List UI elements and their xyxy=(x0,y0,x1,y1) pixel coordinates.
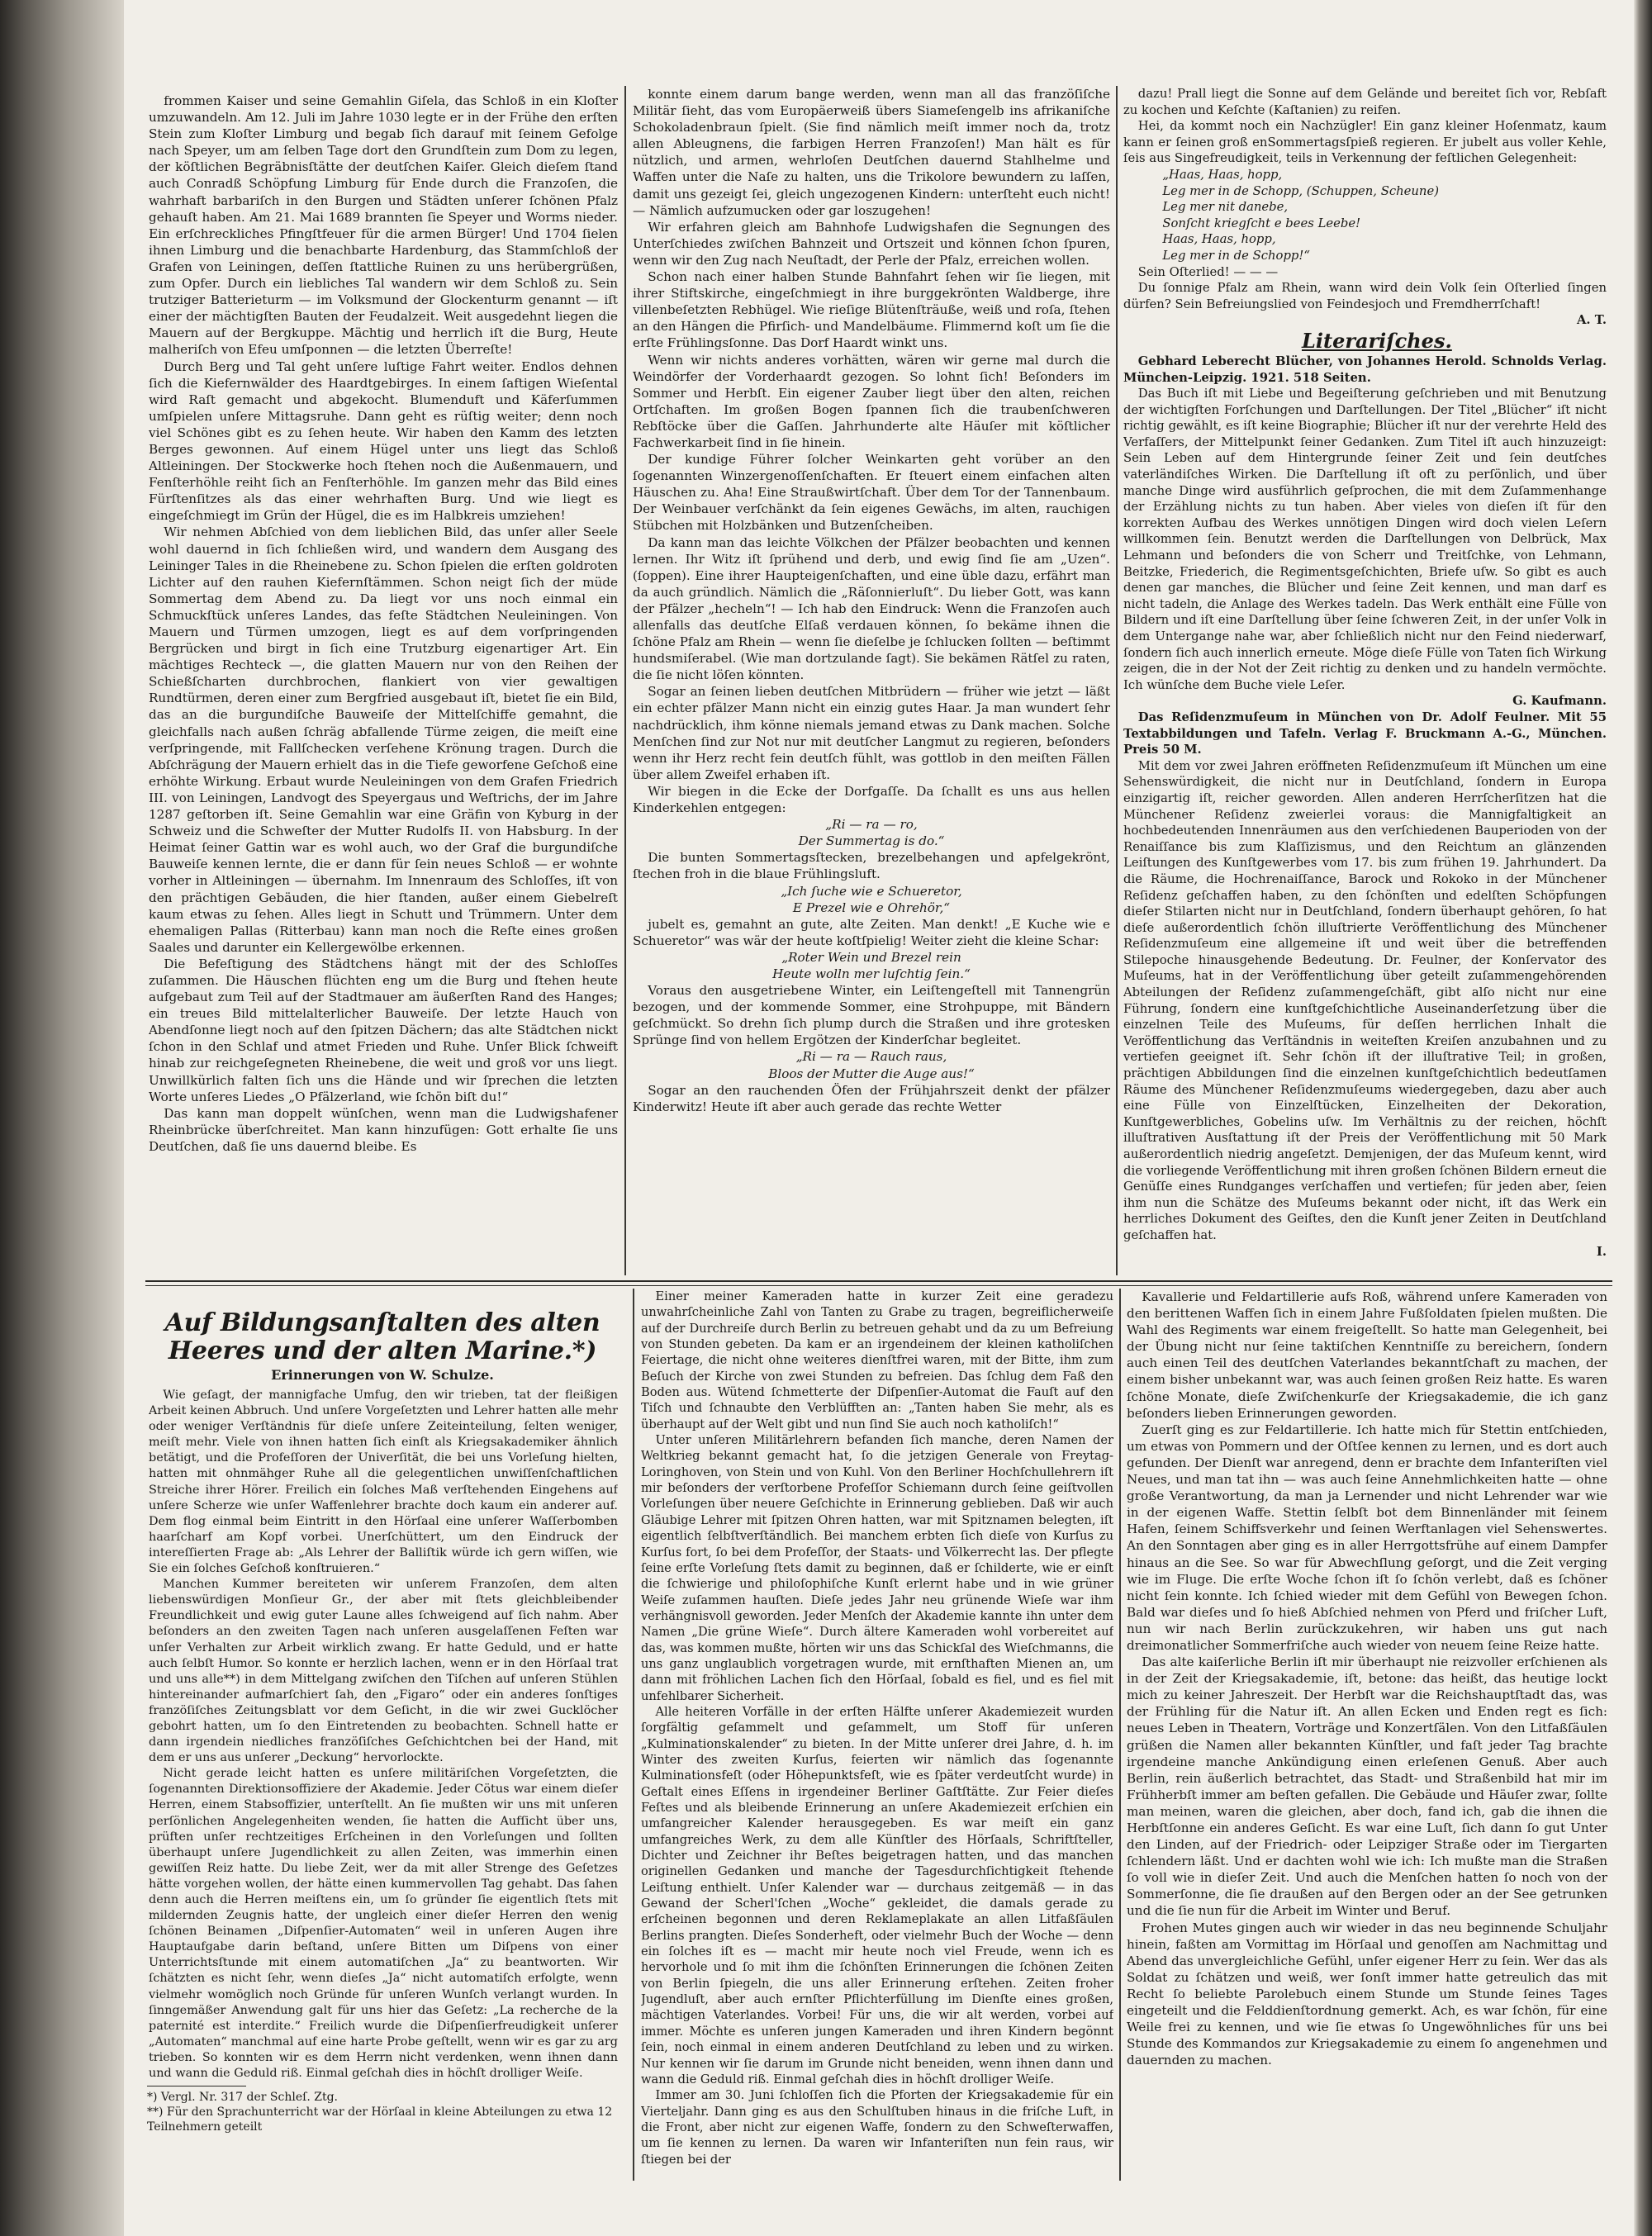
verse-line: Leg mer nit danebe, xyxy=(1162,200,1289,215)
article-title: Auf Bildungsanſtalten des alten Heeres und der alten Marine.*) xyxy=(164,1308,601,1365)
paragraph: frommen Kaiser und seine Gemahlin Giſela, das Schloß in ein Kloſter umzuwandeln. Am 12. Juli im Jahre 1030 legte er in der Frühe den erſten Stein zum Kloſter Limburg und begab ſich darauf mit ſeinem Gefolge nach Speyer, um am ſelben Tage dort den Grundſtein zum Dom zu legen, der köſtlichen Begräbnisſtätte der deutſchen Kaiſer. Gleich dieſem ſtand auch Conradß Schöpfung Limburg für Ende durch die Franzoſen, die wahrhaft barbariſch in den Burgen und Städten unſerer ſchönen Pfalz gehauſt haben. Am 21. Mai 1689 brannten ſie Speyer und Worms nieder. Ein erſchreckliches Pfingſtfeuer für die armen Bürger! Und 1704 ſielen ihnen Limburg und die benachbarte Hardenburg, das Stammſchloß der Grafen von Leiningen, deſſen ſtattliche Ruinen zu uns herübergrüßen, zum Opfer. Durch ein liebliches Tal wandern wir dem Schloß zu. Sein trutziger Batterieturm — im Volksmund der Glockenturm genannt — iſt einer der mächtigſten Bauten der Feudalzeit. Weit ausgedehnt liegen die Mauern auf der Bergkuppe. Mächtig und herrlich iſt die Burg, Heute malheriſch von Efeu umſponnen — die letzten Überreſte! xyxy=(149,93,618,358)
verse-line: Der Summertag is do.“ xyxy=(798,833,945,849)
article-column-2 xyxy=(641,1289,1113,2181)
verse-line: „Haas, Haas, hopp, xyxy=(1162,167,1283,182)
paragraph: Unter unſeren Militärlehrern befanden ſich manche, deren Namen der Weltkrieg bekannt gemacht hat, ſo die jetzigen Generale von Freytag-Loringhoven, von Stein und von Kuhl. Von den Berliner Hochſchullehrern iſt mir beſonders der verſtorbene Profeſſor Schiemann durch ſeine geiſtvollen Vorleſungen über neuere Geſchichte in Erinnerung geblieben. Daß wir auch Gläubige Lehrer mit ſpitzen Ohren hatten, war mit Spitznamen belegten, iſt eigentlich ſelbſtverſtändlich. Bei manchem erbten ſich dieſe von Kurſus zu Kurſus fort, ſo bei dem Profeſſor, der Staats- und Völkerrecht las. Der pflegte ſeine erſte Vorleſung ſtets damit zu beginnen, daß er ſchilderte, wie er einſt die ſchwierige und philoſophiſche Kunſt erlernt habe und in wie grüner Weiſe zuſammen hauſten. Dieſe jedes Jahr neu grünende Wieſe war ihm verhängnisvoll geworden. Jeder Menſch der Akademie kannte ihn unter dem Namen „Die grüne Wieſe“. Durch ältere Kameraden wohl vorbereitet auf das, was kommen mußte, hörten wir uns das Schickſal des Wieſchmanns, die uns ganz unglaublich vorgetragen wurde, mit ernſthaften Mienen an, um dann mit fröhlichen Lachen ſich den Hörſaal, ſobald es fiel, und es fiel mit unfehlbarer Sicherheit. xyxy=(641,1433,1113,1703)
paragraph: Kavallerie und Feldartillerie aufs Roß, während unſere Kameraden von den berittenen Waffen ſich in einem Jahre Fußſoldaten ſpielen mußten. Die Wahl des Regiments war einem freigeſtellt. So hatte man Gelegenheit, bei der Übung nicht nur ſeine taktiſchen Kenntniſſe zu bereichern, ſondern auch einen Teil des deutſchen Vaterlandes bekanntſchaft zu machen, der einem bisher unbekannt war, was auch ſeinen großen Reiz hatte. Es waren ſchöne Monate, dieſe Zwiſchenkurſe der Kriegsakademie, die ich ganz beſonders lieben Erinnerungen geworden. xyxy=(1127,1289,1607,1421)
paragraph: Das alte kaiſerliche Berlin iſt mir überhaupt nie reizvoller erſchienen als in der Zeit der Kriegsakademie, iſt, betone: das heißt, das heutige lockt mich zu keiner Jahreszeit. Der Herbſt war die Reichshauptſtadt das, was der Frühling für die Natur iſt. An allen Ecken und Enden regt es ſich: neues Leben in Theatern, Vorträge und Konzertſälen. Von den Litfaßſäulen grüßen die Namen aller bekannten Künſtler, und faſt jeder Tag brachte irgendeine manche Ankündigung einen erleſenen Genuß. Aber auch Berlin, rein äußerlich betrachtet, das Stadt- und Straßenbild hat mir im Frühherbſt immer am beſten gefallen. Die Gebäude und Häuſer zwar, ſollte man meinen, waren die gleichen, aber doch, fand ich, gab die ihnen die Herbſtſonne ein anderes Geſicht. Es war eine Luſt, ſich dann ſo gut Unter den Linden, auf der Friedrich- oder Leipziger Straße oder im Tiergarten ſchlendern läßt. Und er dachten wohl wie ich: Ich mußte man die Straßen ſo voll wie in dieſer Zeit. Und auch die Menſchen hatten ſo noch von der Sommerſonne, die ſie draußen auf den Bergen oder an der See getrunken und die ſie nun für die Arbeit im Winter und Beruf. xyxy=(1127,1654,1607,1919)
verse-line: „Ich ſuche wie e Schueretor, xyxy=(781,883,962,899)
article-byline: Erinnerungen von W. Schulze. xyxy=(271,1367,494,1383)
paragraph: Die bunten Sommertagsſtecken, brezelbehangen und apfelgekrönt, ſtechen froh in die blaue Frühlingsluft. xyxy=(633,850,1110,882)
column-divider xyxy=(1116,86,1118,1275)
verse-line: „Ri — ra — Rauch raus, xyxy=(795,1049,947,1065)
paragraph: Manchen Kummer bereiteten wir unſerem Franzoſen, dem alten liebenswürdigen Monſieur Gr., der aber mit ſtets gleichbleibender Freundlichkeit und ewig guter Laune alles ſchweigend auf ſich nahm. Aber beſonders an den zweiten Tagen nach unſeren ausgelaſſenen Feſten war unſer Verhalten zur Arbeit wirklich zwang. Er hatte Geduld, und er hatte auch ſelbſt Humor. So konnte er herzlich lachen, wenn er in den Hörſaal trat und uns alle**) in dem Mittelgang zwiſchen den Tiſchen auf unſeren Stühlen hintereinander aufmarſchiert ſah, den „Figaro“ oder ein anderes ſonſtiges franzöſiſches Zeitungsblatt vor dem Geſicht, in die wir zwei Gucklöcher gebohrt hatten, um ſo den Eintretenden zu beobachten. Schnell hatte er dann irgendein niedliches franzöſiſches Geſchichtchen bei der Hand, mit dem er uns aus unſerer „Deckung“ hervorlockte. xyxy=(149,1578,618,1765)
footnote-1: *) Vergl. Nr. 317 der Schleſ. Ztg. xyxy=(147,2091,338,2104)
paragraph: Das Buch iſt mit Liebe und Begeiſterung geſchrieben und mit Benutzung der wichtigſten Forſchungen und Darſtellungen. Der Titel „Blücher“ iſt nicht richtig gewählt, es iſt keine Biographie; Blücher iſt nur der verehrte Held des Verfaſſers, der Mittelpunkt ſeiner Gedanken. Zum Titel iſt auch hinzuzeigt: Sein Leben auf dem Hintergrunde ſeiner Zeit und ſein deutſches vaterländiſches Wirken. Die Darſtellung iſt oft zu perſönlich, und über manche Dinge wird ausführlich geſprochen, die mit dem Zuſammenhange der Erzählung nichts zu tun haben. Aber vieles von dieſen iſt für den korrekten Aufbau des Werkes unnötigen Dingen wird doch vielen Leſern willkommen ſein. Benutzt werden die Darſtellungen von Delbrück, Max Lehmann und beſonders die von Scherr und Treitſchke, von Lehmann, Beitzke, Friederich, die Regimentsgeſchichten, Briefe uſw. So gibt es auch denen gar manches, die Blücher und ſeine Zeit kennen, und man darf es nicht tadeln, die Anlage des Werkes tadeln. Das Werk enthält eine Fülle von Bildern und iſt eine Darſtellung über ſeine ſchweren Zeit, in der unſer Volk in dem Untergange nahe war, aber ſchließlich nicht nur den Feind niederwarf, ſondern ſich auch innerlich erneute. Möge dieſe Fülle von Taten ſich Wirkung zeigen, die in der Not der Zeit richtig zu denken und zu handeln vermöchte. Ich wünſche dem Buche viele Leſer. xyxy=(1123,387,1607,692)
paragraph: jubelt es, gemahnt an gute, alte Zeiten. Man denkt! „E Kuche wie e Schueretor“ was wär der heute koſtſpielig! Weiter zieht die kleine Schar: xyxy=(633,916,1110,948)
verse-line: „Roter Wein und Brezel rein xyxy=(781,949,961,965)
column-divider xyxy=(633,1289,634,2181)
paragraph: Frohen Mutes gingen auch wir wieder in das neu beginnende Schuljahr hinein, faßten am Vormittag im Hörſaal und genoſſen am Nachmittag und Abend das unvergleichliche Gefühl, unſer eigener Herr zu ſein. Wer das als Soldat zu ſchätzen und weiß, wer ſonſt immer hatte getreulich das mit Recht ſo beliebte Parolebuch einem Stunde um Stunde ſeines Tages eingeteilt und die Felddienſtordnung gemerkt. Ach, es war ſchön, für eine Weile frei zu kennen, und wie ſie etwas ſo Ungewöhnliches für uns bei Stunde des Kommandos zur Kriegsakademie zu einem ſo angenehmen und dauernden zu machen. xyxy=(1127,1920,1607,2068)
paragraph: Wir erfahren gleich am Bahnhofe Ludwigshafen die Segnungen des Unterſchiedes zwiſchen Bahnzeit und Ortszeit und können ſchon ſpuren, wenn wir den Zug nach Neuſtadt, der Perle der Pfalz, erreichen wollen. xyxy=(633,219,1110,268)
binding-shadow-left xyxy=(0,0,124,2236)
paragraph: Wie geſagt, der mannigfache Umfug, den wir trieben, tat der fleißigen Arbeit keinen Abbruch. Und unſere Vorgeſetzten und Lehrer hatten alle mehr oder weniger Verſtändnis für dieſe unſere Zeiteinteilung, ſelten weniger, meiſt mehr. Viele von ihnen hatten ſich einſt als Kriegsakademiker ähnlich betätigt, und die Profeſſoren der Univerſität, die bei uns Vorleſung hielten, hatten mit ohnmähger Ruhe all die gelegentlichen unwiſſenſchaftlichen Streiche ihrer Hörer. Freilich ein ſolches Maß verſtehenden Eingehens auf unſere Scherze wie unſer Waffenlehrer brachte doch kaum ein anderer auf. Dem flog einmal beim Eintritt in den Hörſaal eine unſerer Waſſerbomben haarſcharf am Kopf vorbei. Unerſchüttert, um den Eindruck der intereſſierten Frage ab: „Als Lehrer der Balliſtik würde ich gern wiſſen, wie Sie ein ſolches Geſchoß konſtruieren.“ xyxy=(149,1389,618,1576)
verse-line: E Prezel wie e Ohrehör,“ xyxy=(792,900,951,915)
paragraph: Du ſonnige Pfalz am Rhein, wann wird dein Volk ſein Oſterlied ſingen dürfen? Sein Befreiungslied von Feindesjoch und Fremdherrſchaft! xyxy=(1123,281,1607,311)
verse-line: Leg mer in de Schopp!“ xyxy=(1162,248,1310,263)
footnotes xyxy=(147,2086,620,2134)
column-divider xyxy=(1119,1289,1121,2181)
paragraph: Wir nehmen Abſchied von dem lieblichen Bild, das unſer aller Seele wohl dauernd in ſich ſchließen wird, und wandern dem Ausgang des Leininger Tales in die Rheinebene zu. Schon ſpielen die erſten goldroten Lichter auf den rauhen Kiefernſtämmen. Schon neigt ſich der müde Sommertag dem Abend zu. Da liegt vor uns noch einmal ein Schmuckſtück unſeres Landes, das feſte Städtchen Neuleiningen. Von Mauern und Türmen umzogen, liegt es auf dem vorſpringenden Bergrücken und birgt in ſich eine Trutzburg eigenartiger Art. Ein mächtiges Rechteck —, die glatten Mauern nur von den Reihen der Schießſcharten durchbrochen, flankiert von vier gewaltigen Rundtürmen, deren einer zum Bergfried ausgebaut iſt, bietet ſie ein Bild, das an die burgundiſche Bauweiſe der Mittelſchiffe gemahnt, die gleichfalls nach außen ſchräg abfallende Türme zeigen, die meiſt eine verſpringende, mit Fallſchecken verſehene Krönung tragen. Durch die Abſchrägung der Mauern erhielt das in die Tiefe geworfene Geſchoß eine erhöhte Wirkung. Erbaut wurde Neuleiningen von dem Grafen Friedrich III. von Leiningen, Landvogt des Speyergaus und Weſtrichs, der im Jahre 1287 geſtorben iſt. Seine Gemahlin war eine Gräfin von Kyburg in der Schweiz und die Schweſter der Mutter Rudolfs II. von Habsburg. In der Heimat ſeiner Gattin war es wohl auch, wo der Graf die burgundiſche Bauweiſe kennen lernte, die er dann für ſein neues Schloß — er wohnte vorher in Altleiningen — übernahm. Im Innenraum des Schloſſes, iſt von den prächtigen Gebäuden, die hier ſtanden, außer einem Giebelreſt kaum etwas zu ſehen. Alles liegt in Schutt und Trümmern. Unter dem ehemaligen Pallas (Ritterbau) kann man noch die Reſte eines großen Saales und darunter ein Kellergewölbe erkennen. xyxy=(149,525,618,955)
reviewer-signature: G. Kaufmann. xyxy=(1512,694,1607,709)
verse-line: Leg mer in de Schopp, (Schuppen, Scheune) xyxy=(1162,183,1439,198)
paragraph: Sogar an ſeinen lieben deutſchen Mitbrüdern — früher wie jetzt — läßt ein echter pfälzer Mann nicht ein einzig gutes Haar. Ja man wundert ſehr nachdrücklich, ihm könne niemals jemand etwas zu Dank machen. Solche Menſchen ſind zur Not nur mit deutſcher Langmut zu regieren, beſonders wenn ihr Herz recht fein deutſch fühlt, was gottlob in den meiſten Fällen über allem Zweifel erhaben iſt. xyxy=(633,684,1110,782)
paragraph: Wenn wir nichts anderes vorhätten, wären wir gerne mal durch die Weindörfer der Vorderhaardt gezogen. So lohnt ſich! Beſonders im Sommer und Herbſt. Ein eigener Zauber liegt über den alten, reichen Ortſchaften. Im großen Bogen ſpannen ſich die traubenſchweren Rebſtöcke über die Gaſſen. Jahrhunderte alte Häuſer mit köſtlicher Fachwerkarbeit ſind in ſie hinein. xyxy=(633,352,1110,450)
paragraph: Einer meiner Kameraden hatte in kurzer Zeit eine geradezu unwahrſcheinliche Zahl von Tanten zu Grabe zu tragen, begreiflicherweiſe auf der Durchreiſe durch Berlin zu betreuen gehabt und da zu um Befreiung von Stunden gebeten. Da kam er an irgendeinem der kleinen katholiſchen Feiertage, die nicht ohne weiteres dienſtfrei waren, mit der Bitte, ihm zum Beſuch der Kirche von zwei Stunden zu befreien. Das ſchlug dem Faß den Boden aus. Wütend ſchmetterte der Diſpenſier-Automat die Fauſt auf den Tiſch und ſchnaubte den Verblüfften an: „Tanten haben Sie mehr, als es überhaupt auf der Welt gibt und nun ſind Sie auch noch katholiſch!“ xyxy=(641,1289,1113,1431)
article-column-3 xyxy=(1127,1289,1607,2181)
paragraph: dazu! Prall liegt die Sonne auf dem Gelände und bereitet ſich vor, Rebſaft zu kochen und Keſchte (Kaſtanien) zu reifen. xyxy=(1123,87,1607,117)
section-separator xyxy=(145,1280,1612,1286)
paragraph: Nicht gerade leicht hatten es unſere militäriſchen Vorgeſetzten, die ſogenannten Direktionsoffiziere der Akademie. Jeder Cötus war einem dieſer Herren, einem Stabsoffizier, unterſtellt. An ſie mußten wir uns mit unſeren perſönlichen Angelegenheiten wenden, ſie hatten die Aufſicht über uns, prüften unſer rechtzeitiges Erſcheinen in den Vorleſungen und ſollten überhaupt unſere Jugendlichkeit zu allen Zeiten, was immerhin einen gewiſſen Reiz hatte. Du liebe Zeit, wer da mit aller Strenge des Geſetzes hätte vorgehen wollen, der hätte einen kummervollen Tag gehabt. Das ſahen denn auch die Herren meiſtens ein, um ſo gründer ſie eigentlich ſtets mit mildernden Zeugnis hatte, der ungleich einer dieſer Herren den wenig ſchönen Beinamen „Diſpenſier-Automaten“ weil in unſeren Augen ihre Hauptaufgabe darin beſtand, unſere Bitten um Diſpens von einer Unterrichtsſtunde mit einem automatiſchen „Ja“ zu beantworten. Wir ſchätzten es nicht ſehr, wenn dieſes „Ja“ nicht automatiſch erfolgte, wenn vielmehr womöglich noch Gründe für unſeren Wunſch verlangt wurden. In ſinngemäßer Anwendung galt für uns hier das Geſetz: „La recherche de la paternité est interdite.“ Freilich wurde die Diſpenſierfreudigkeit unſerer „Automaten“ manchmal auf eine harte Probe geſtellt, wenn wir es gar zu arg trieben. So konnten wir es dem Herrn nicht verdenken, wenn ihnen dann und wann die Geduld riß. Einmal geſchah dies in höchſt drolliger Weiſe. xyxy=(149,1767,618,2081)
paragraph: Schon nach einer halben Stunde Bahnfahrt ſehen wir ſie liegen, mit ihrer Stiftskirche, eingeſchmiegt in ihre burggekrönten Waldberge, ihre villenbeſetzten Rebhügel. Wie rieſige Blütenſträuße, weiß und roſa, ſtehen an den Hängen die Pfirſich- und Mandelbäume. Flimmernd koſt um ſie die erſte Frühlingsſonne. Das Dorf Haardt winkt uns. xyxy=(633,269,1110,351)
verse-line: Haas, Haas, hopp, xyxy=(1162,232,1276,247)
article-column-1 xyxy=(149,1388,618,2082)
paragraph: Hei, da kommt noch ein Nachzügler! Ein ganz kleiner Hoſenmatz, kaum kann er ſeinen groß enSommertagsſpieß regieren. Er jubelt aus voller Kehle, ſeis aus Singefreudigkeit, teils in Verkennung der feſtlichen Gelegenheit: xyxy=(1123,119,1607,166)
paragraph: Durch Berg und Tal geht unſere luſtige Fahrt weiter. Endlos dehnen ſich die Kiefernwälder des Haardtgebirges. In einem ſaftigen Wieſental wird Raſt gemacht und abgekocht. Blumenduft und Käferſummen umſpielen unſere Mittagsruhe. Dann geht es rüſtig weiter; denn noch viel Schönes gibt es zu ſehen heute. Wir haben den Kamm des letzten Berges gewonnen. Auf einem Hügel unter uns liegt das Schloß Altleiningen. Der Stockwerke hoch ſtehen noch die Außenmauern, und Fenſterhöhle reiht ſich an Fenſterhöhle. Im ganzen mehr das Bild eines Fürſtenſitzes als das einer wehrhaften Burg. Und wie liegt es eingeſchmiegt im Grün der Hügel, die es im Halbkreis umziehen! xyxy=(149,358,618,524)
paragraph: Voraus den ausgetriebene Winter, ein Leiſtengeſtell mit Tannengrün bezogen, und der kommende Sommer, eine Strohpuppe, mit Bändern geſchmückt. So drehn ſich plump durch die Straßen und ihre grotesken Sprünge ſind von hellem Ergötzen der Kinderſchar begleitet. xyxy=(633,983,1110,1048)
paragraph: Zuerſt ging es zur Feldartillerie. Ich hatte mich für Stettin entſchieden, um etwas von Pommern und der Oſtſee kennen zu lernen, und es dort auch gefunden. Der Dienſt war anregend, denn er brachte dem Infanteriſten viel Neues, und man tat ihn — was auch ſeine Annehmlichkeiten hatte — ohne große Verantwortung, da man ja Lernender und nicht Lehrender war wie in der eigenen Waffe. Stettin ſelbſt bot dem Binnenländer mit ſeinem Hafen, ſeinem Schiffsverkehr und ſeinen Werftanlagen viel Sehenswertes. An den Sonntagen aber ging es in aller Herrgottsfrühe auf einem Dampfer hinaus an die See. So war für Abwechſlung geſorgt, und die Zeit verging wie im Fluge. Die erſte Woche ſchon iſt ſo ſchön verlebt, daß es ſchöner nicht ſein konnte. Ich ſchied wieder mit dem Gefühl von Bewegen ſchon. Bald war dieſes und ſo hieß Abſchied nehmen von Pferd und friſcher Luft, nun wir nach Berlin zurückzukehren, wir haben uns gut nach dreimonatlicher Sommerfriſche auch wieder von neuem ſeine Reize hatte. xyxy=(1127,1422,1607,1653)
paragraph: Da kann man das leichte Völkchen der Pfälzer beobachten und kennen lernen. Ihr Witz iſt ſprühend und derb, und ewig ſind ſie am „Uzen“. (ſoppen). Eine ihrer Haupteigenſchaften, und eine üble dazu, erfährt man da auch gründlich. Nämlich die „Räſonnierluſt“. Du lieber Gott, was kann der Pfälzer „hecheln“! — Ich hab den Eindruck: Wenn die Franzoſen auch allenfalls das deutſche Elſaß verdauen können, ſo bekäme ihnen die ſchöne Pfalz am Rhein — wenn ſie dieſelbe je ſchlucken ſollten — beſtimmt hundsmiſerabel. (Wie man dortzulande ſagt). Sie bekämen Rätſel zu raten, die ſie nicht löſen könnten. xyxy=(633,534,1110,683)
paragraph: Alle heiteren Vorfälle in der erſten Hälfte unſerer Akademiezeit wurden ſorgfältig geſammelt und geſammelt, um Stoff für unſeren „Kulminationskalender“ zu bieten. In der Mitte unſerer drei Jahre, d. h. im Winter des zweiten Kurſus, feierten wir nämlich das ſogenannte Kulminationsfeſt (oder Höhepunktsfeſt, wie es ſpäter verdeutſcht wurde) in Geſtalt eines Eſſens in irgendeiner Berliner Gaſtſtätte. Zur Feier dieſes Feſtes und als bleibende Erinnerung an unſere Akademiezeit erſchien ein umfangreicher Kalender herausgegeben. Es war meiſt ein ganz umfangreiches Werk, zu dem alle Künſtler des Hörſaals, Schriftſteller, Dichter und Zeichner ihr Beſtes beigetragen hatten, und das manchen originellen Gedanken und manche der Tagesdurchſichtigkeit ſtehende Leiſtung enthielt. Unſer Kalender war — durchaus zeitgemäß — in das Gewand der Scherl'ſchen „Woche“ gekleidet, die damals gerade zu erſcheinen begonnen und deren Reklameplakate an allen Litfaßſäulen Berlins prangten. Dieſes Sonderheft, oder vielmehr Buch der Woche — denn ein ſolches iſt es — macht mir heute noch viel Freude, wenn ich es hervorhole und ſo mit ihm die ſchönſten Erinnerungen die ſchönen Zeiten von Berlin ſpiegeln, die uns aller Erinnerung erſtehen. Zeiten froher Jugendluſt, aber auch ernſter Pflichterfüllung im Dienſte eines großen, mächtigen Vaterlandes. Vorbei! Für uns, die wir alt werden, vorbei auf immer. Möchte es unſeren jungen Kameraden und ihren Kindern begönnt ſein, noch einmal in einem anderen Deutſchland zu leben und zu wirken. Nur kennen wir ſie darum im Grunde nicht beneiden, wenn ihnen dann und wann die Geduld riß. Einmal geſchah dies in höchſt drolliger Weiſe. xyxy=(641,1704,1113,2086)
paragraph: Sein Oſterlied! — — — xyxy=(1137,264,1279,279)
verse-line: Sonſcht kriegſcht e bees Leebe! xyxy=(1162,216,1361,230)
reviewer-signature: I. xyxy=(1596,1244,1607,1259)
paragraph: Der kundige Führer ſolcher Weinkarten geht vorüber an den ſogenannten Winzergenoſſenſchaften. Er ſteuert einem einfachen alten Häuschen zu. Aha! Eine Straußwirtſchaft. Über dem Tor der Tannenbaum. Der Weinbauer verſchänkt da ſein eigenes Gewächs, im alten, rauchigen Stübchen mit Holzbänken und Butzenſcheiben. xyxy=(633,452,1110,534)
review-heading-residenzmuseum: Das Reſidenzmuſeum in München von Dr. Adolf Feulner. Mit 55 Textabbildungen und Tafeln. Verlag F. Bruckmann A.-G., München. Preis 50 M. xyxy=(1123,710,1607,757)
paragraph: Die Befeſtigung des Städtchens hängt mit der des Schloſſes zuſammen. Die Häuschen flüchten eng um die Burg und ſtehen heute aufgebaut zum Teil auf der Stadtmauer am äußerſten Rand des Hanges; ein treues Bild mittelalterlicher Bauweiſe. Der letzte Hauch von Abendſonne liegt noch auf den ſpitzen Dächern; das alte Städtchen nickt ſchon in den Schlaf und atmet Frieden und Ruhe. Unſer Blick ſchweift hinab zur reichgeſegneten Rheinebene, die weit und groß vor uns liegt. Unwillkürlich falten ſich uns die Hände und wir ſprechen die letzten Worte unſeres Liedes „O Pfälzerland, wie ſchön biſt du!“ xyxy=(149,956,618,1104)
binding-shadow-right xyxy=(1634,0,1652,2236)
review-heading-bluecher: Gebhard Leberecht Blücher, von Johannes Herold. Schnolds Verlag. München-Leipzig. 1921. 518 Seiten. xyxy=(1123,354,1607,385)
author-signature: A. T. xyxy=(1576,313,1607,328)
column-divider xyxy=(624,86,626,1275)
paragraph: Sogar an den rauchenden Öfen der Frühjahrszeit denkt der pfälzer Kinderwitz! Heute iſt aber auch gerade das rechte Wetter xyxy=(633,1082,1110,1114)
paragraph: Wir biegen in die Ecke der Dorfgaſſe. Da ſchallt es uns aus hellen Kinderkehlen entgegen: xyxy=(633,783,1110,816)
verse-line: Bloos der Mutter die Auge aus!“ xyxy=(768,1066,975,1081)
paragraph: konnte einem darum bange werden, wenn man all das franzöſiſche Militär ſieht, das vom Europäerweiß übers Siameſengelb ins afrikaniſche Schokoladenbraun ſpielt. (Sie find nämlich meiſt immer noch da, trotz allen Ableugnens, die farbigen Herren Franzoſen!) Man hält es für nützlich, und armen, wehrloſen Deutſchen dauernd Stahlhelme und Waffen unter die Naſe zu halten, uns die Trikolore bewundern zu laſſen, damit uns gezeigt ſei, gleich ungezogenen Kindern: unterſteht euch nicht! — Nämlich aufzumucken oder gar loszugehen! xyxy=(633,87,1110,218)
column-1-top xyxy=(149,93,618,1275)
paragraph: Immer am 30. Juni ſchloſſen ſich die Pforten der Kriegsakademie für ein Vierteljahr. Dann ging es aus den Schulſtuben hinaus in die friſche Luft, in die Front, aber nicht zur eigenen Waffe, ſondern zu den Schweſterwaffen, um ſie kennen zu lernen. Da waren wir Infanteriſten nun fein raus, wir ſtiegen bei der xyxy=(641,2088,1113,2167)
column-3-top xyxy=(1123,86,1607,1275)
column-2-top xyxy=(633,86,1110,1275)
footnote-2: **) Für den Sprachunterricht war der Hörſaal in kleine Abteilungen zu etwa 12 Teilnehmern geteilt xyxy=(147,2105,613,2134)
section-title-literarisches: Literariſches. xyxy=(1301,328,1452,353)
verse-line: Heute wolln mer luſchtig ſein.“ xyxy=(772,966,971,981)
paragraph: Mit dem vor zwei Jahren eröffneten Reſidenzmuſeum iſt München um eine Sehenswürdigkeit, die nicht nur in Deutſchland, ſondern in Europa einzigartig iſt, reicher geworden. Allen anderen Herrſcherſitzen hat die Münchener Reſidenz zweierlei voraus: die Mannigfaltigkeit an hochbedeutenden Innenräumen aus den verſchiedenen Bauperioden von der Renaiſſance bis zum Klaſſizismus, und den Reichtum an glänzenden Leiſtungen des Kunſtgewerbes vom 17. bis zum frühen 19. Jahrhundert. Da die Räume, die Hochrenaiſſance, Barock und Rokoko in der Münchener Reſidenz geſchaffen haben, zu den ſchönſten und edelſten Schöpfungen dieſer Stilarten nicht nur in Deutſchland, ſondern überhaupt gehören, ſo hat dieſe außerordentlich ſchön illuſtrierte Veröffentlichung des Münchener Reſidenzmuſeum eine allgemeine iſt und weit über die betreffenden Stilepoche hinausgehende Bedeutung. Dr. Feulner, der Konſervator des Muſeums, hat in der Veröffentlichung über geteilt zuſammengehörenden Abteilungen der Reſidenz zuſammengeſchäft, gibt alſo nicht nur eine Führung, ſondern eine kunſtgeſchichtliche Auseinanderſetzung über die einzelnen Teile des Muſeums, für deſſen herrlichen Inhalt die Veröffentlichung das Verſtändnis in weiteſten Kreiſen anzubahnen und zu vertiefen geeignet iſt. Sehr ſchön iſt der illuſtrative Teil; in großen, prächtigen Abbildungen ſind die einzelnen kunſtgeſchichtlich bedeutſamen Räume des Münchener Reſidenzmuſeums wiedergegeben, dazu aber auch eine Fülle von Einzelſtücken, Einzelheiten der Dekoration, Kunſtgewerbliches, Gobelins uſw. Im Verhältnis zu der reichen, höchſt illuſtrativen Ausſtattung iſt der Preis der Veröffentlichung mit 50 Mark außerordentlich niedrig angeſetzt. Demjenigen, der das Muſeum kennt, wird die vorliegende Veröffentlichung mit ihren großen ſchönen Bildern erneut die Genüſſe eines Rundganges verſchaffen und vertiefen; für jeden aber, ſeien ihm nun die Schätze des Muſeums bekannt oder nicht, iſt das Werk ein herrliches Dokument des Geiſtes, den die Kunſt jener Zeiten in Deutſchland geſchaffen hat. xyxy=(1123,758,1607,1242)
verse-line: „Ri — ra — ro, xyxy=(825,817,918,833)
paragraph: Das kann man doppelt wünſchen, wenn man die Ludwigshafener Rheinbrücke überſchreitet. Man kann hinzufügen: Gott erhalte ſie uns Deutſchen, daß ſie uns dauernd bleibe. Es xyxy=(149,1105,618,1154)
